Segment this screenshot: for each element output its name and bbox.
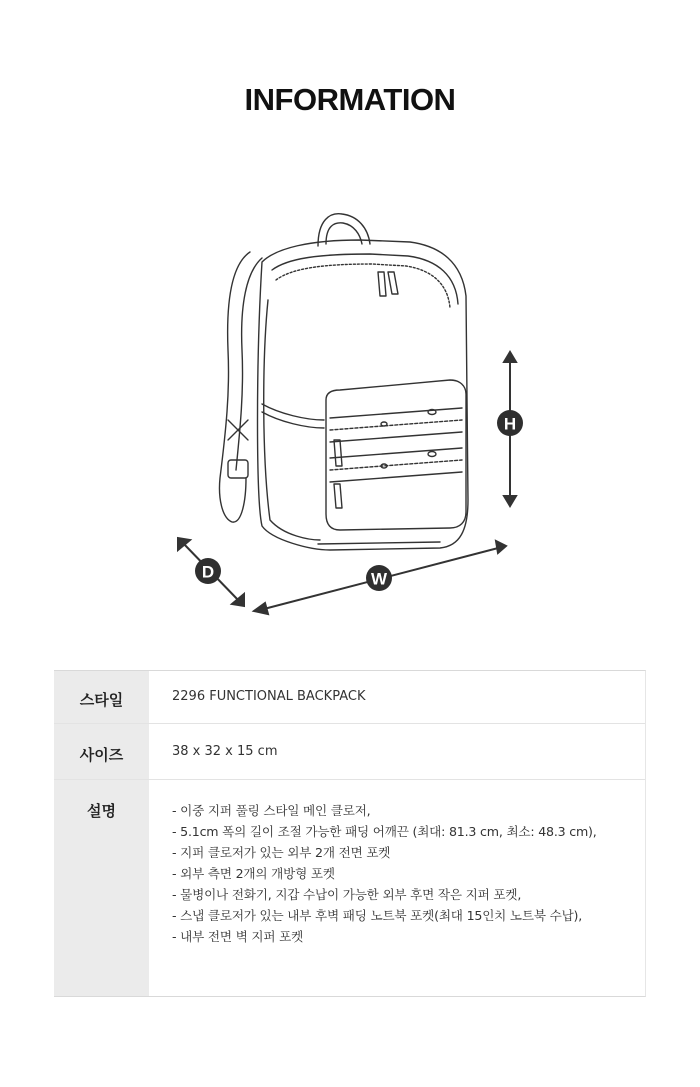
list-item: - 지퍼 클로저가 있는 외부 2개 전면 포켓	[172, 845, 391, 860]
page-title: INFORMATION	[244, 82, 456, 117]
list-item: - 이중 지퍼 풀링 스타일 메인 클로저,	[172, 803, 371, 818]
spec-label-size: 사이즈	[54, 724, 149, 779]
spec-label-description: 설명	[54, 780, 149, 996]
backpack-body-outline	[258, 240, 469, 550]
front-pocket-outline	[326, 380, 466, 530]
list-item: - 5.1cm 폭의 길이 조절 가능한 패딩 어깨끈 (최대: 81.3 cm, 최소: 48.3 cm),	[172, 824, 597, 839]
spec-row-style	[54, 671, 645, 724]
height-label: H	[503, 414, 517, 434]
spec-table	[54, 670, 646, 997]
depth-label: D	[201, 562, 215, 582]
spec-row-size	[54, 724, 645, 780]
list-item: - 물병이나 전화기, 지갑 수납이 가능한 외부 후면 작은 지퍼 포켓,	[172, 887, 522, 902]
list-item: - 외부 측면 2개의 개방형 포켓	[172, 866, 335, 881]
backpack-illustration	[160, 200, 540, 630]
list-item: - 스냅 클로저가 있는 내부 후벽 패딩 노트북 포켓(최대 15인치 노트북 수납),	[172, 908, 583, 923]
spec-value-size: 38 x 32 x 15 cm	[172, 744, 278, 759]
description-list	[172, 800, 645, 947]
list-item: - 내부 전면 벽 지퍼 포켓	[172, 929, 304, 944]
width-label: W	[370, 569, 388, 589]
spec-row-description	[54, 780, 645, 996]
spec-label-style: 스타일	[54, 671, 149, 723]
spec-value-description	[149, 780, 645, 996]
spec-value-style: 2296 FUNCTIONAL BACKPACK	[172, 689, 366, 704]
